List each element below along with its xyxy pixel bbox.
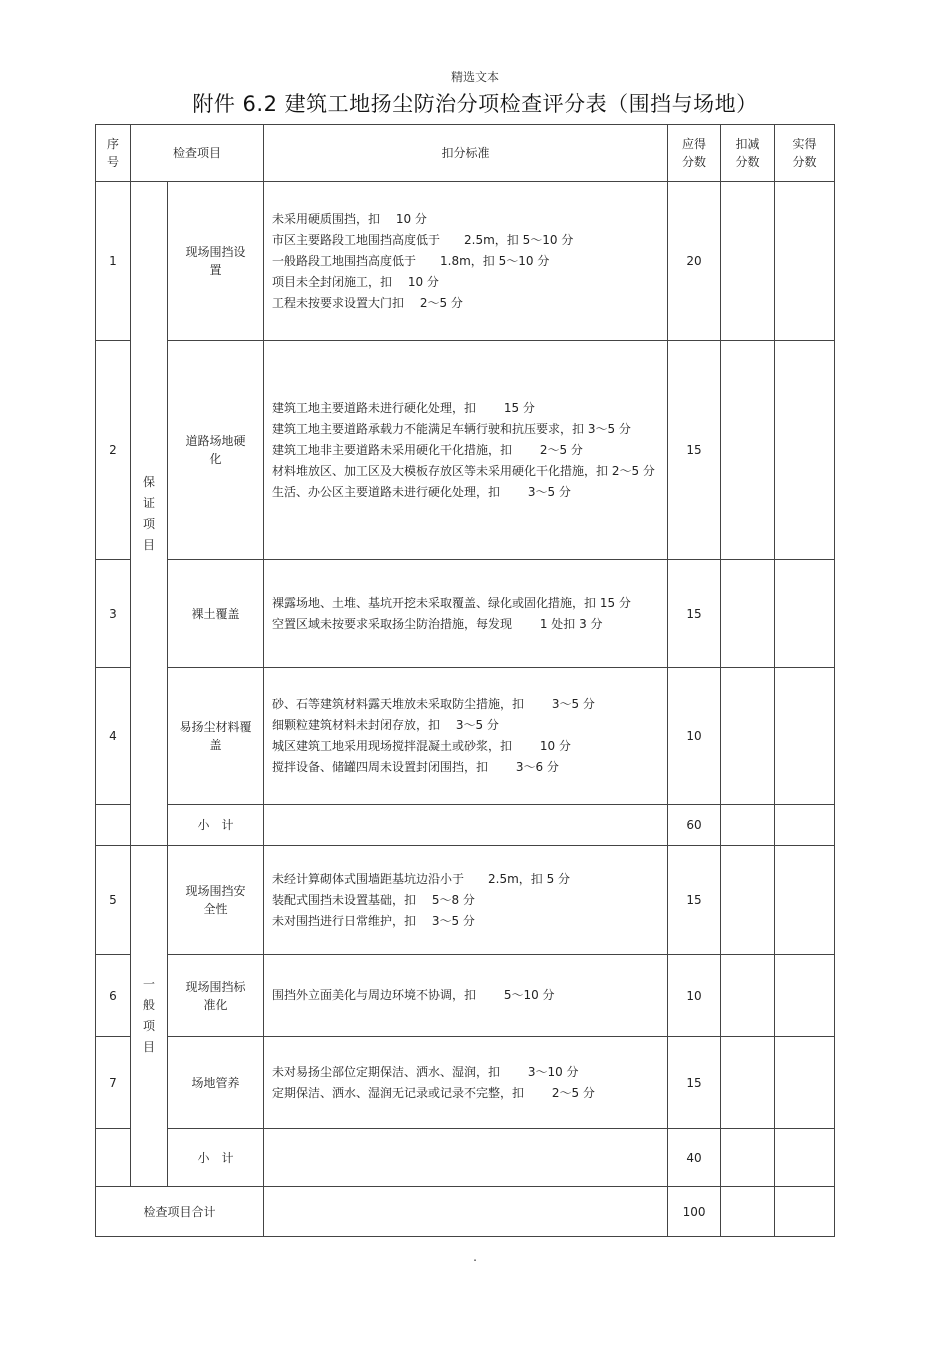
row-actual (775, 1037, 835, 1129)
row-actual (775, 805, 835, 846)
subtotal-score: 40 (668, 1129, 721, 1187)
row-score: 10 (668, 955, 721, 1037)
row-actual (775, 341, 835, 560)
row-deduct (721, 1187, 775, 1237)
row-seq: 2 (96, 341, 131, 560)
subtotal-label: 小 计 (168, 1129, 264, 1187)
total-label: 检查项目合计 (96, 1187, 264, 1237)
row-item: 道路场地硬化 (168, 341, 264, 560)
row-actual (775, 846, 835, 955)
total-score: 100 (668, 1187, 721, 1237)
row-item: 场地管养 (168, 1037, 264, 1129)
row-criteria: 未经计算砌体式围墙距基坑边沿小于 2.5m，扣 5 分 装配式围挡未设置基础，扣 5～8 分 未对围挡进行日常维护，扣 3～5 分 (264, 846, 668, 955)
score-table (95, 124, 835, 1237)
row-seq: 4 (96, 668, 131, 805)
table-row (96, 1037, 835, 1129)
row-deduct (721, 846, 775, 955)
page-title: 附件 6.2 建筑工地扬尘防治分项检查评分表（围挡与场地） (192, 92, 758, 116)
total-row (96, 1187, 835, 1237)
row-criteria: 围挡外立面美化与周边环境不协调，扣 5～10 分 (264, 955, 668, 1037)
subtotal-row (96, 1129, 835, 1187)
row-actual (775, 1187, 835, 1237)
row-item: 现场围挡设置 (168, 182, 264, 341)
col-header-seq: 序号 (96, 125, 131, 182)
table-header-row (96, 125, 835, 182)
table-row (96, 341, 835, 560)
row-seq: 6 (96, 955, 131, 1037)
row-criteria: 建筑工地主要道路未进行硬化处理，扣 15 分 建筑工地主要道路承载力不能满足车辆行驶和抗压要求，扣 3～5 分 建筑工地非主要道路未采用硬化干化措施，扣 2～5 分 材料堆放区、加工区及大模板存放区等未采用硬化干化措施，扣 2～5 分 生活、办公区主要道路未进行硬化处理，扣 3～5 分 (264, 341, 668, 560)
header-note: 精选文本 (450, 70, 499, 84)
group-label-guarantee: 保证项目 (131, 182, 168, 846)
row-actual (775, 668, 835, 805)
row-seq: 7 (96, 1037, 131, 1129)
row-criteria (264, 1187, 668, 1237)
row-deduct (721, 560, 775, 668)
row-criteria: 未对易扬尘部位定期保洁、洒水、湿润，扣 3～10 分 定期保洁、洒水、湿润无记录或记录不完整，扣 2～5 分 (264, 1037, 668, 1129)
subtotal-score: 60 (668, 805, 721, 846)
row-criteria (264, 1129, 668, 1187)
row-score: 15 (668, 1037, 721, 1129)
row-seq: 3 (96, 560, 131, 668)
row-criteria: 裸露场地、土堆、基坑开挖未采取覆盖、绿化或固化措施，扣 15 分 空置区域未按要求采取扬尘防治措施，每发现 1 处扣 3 分 (264, 560, 668, 668)
row-score: 15 (668, 341, 721, 560)
row-criteria: 未采用硬质围挡，扣 10 分 市区主要路段工地围挡高度低于 2.5m，扣 5～10 分 一般路段工地围挡高度低于 1.8m，扣 5～10 分 项目未全封闭施工，扣 10 分 工程未按要求设置大门扣 2～5 分 (264, 182, 668, 341)
table-row (96, 182, 835, 341)
row-actual (775, 560, 835, 668)
col-header-actual: 实得分数 (775, 125, 835, 182)
row-deduct (721, 1129, 775, 1187)
row-criteria (264, 805, 668, 846)
row-deduct (721, 182, 775, 341)
row-deduct (721, 341, 775, 560)
row-actual (775, 1129, 835, 1187)
row-actual (775, 182, 835, 341)
row-score: 15 (668, 846, 721, 955)
row-criteria: 砂、石等建筑材料露天堆放未采取防尘措施，扣 3～5 分 细颗粒建筑材料未封闭存放，扣 3～5 分 城区建筑工地采用现场搅拌混凝土或砂浆，扣 10 分 搅拌设备、储罐四周未设置封闭围挡，扣 3～6 分 (264, 668, 668, 805)
row-score: 10 (668, 668, 721, 805)
col-header-due: 应得分数 (668, 125, 721, 182)
row-deduct (721, 955, 775, 1037)
footer-mark: . (473, 1250, 477, 1264)
row-seq (96, 805, 131, 846)
row-deduct (721, 805, 775, 846)
row-seq: 1 (96, 182, 131, 341)
table-row (96, 668, 835, 805)
row-item: 易扬尘材料覆盖 (168, 668, 264, 805)
table-row (96, 846, 835, 955)
group-label-general: 一般项目 (131, 846, 168, 1187)
table-row (96, 560, 835, 668)
row-seq: 5 (96, 846, 131, 955)
row-actual (775, 955, 835, 1037)
row-item: 现场围挡安全性 (168, 846, 264, 955)
row-seq (96, 1129, 131, 1187)
col-header-deduct: 扣减分数 (721, 125, 775, 182)
row-deduct (721, 668, 775, 805)
row-score: 15 (668, 560, 721, 668)
col-header-criteria: 扣分标准 (264, 125, 668, 182)
row-deduct (721, 1037, 775, 1129)
col-header-item: 检查项目 (131, 125, 264, 182)
row-score: 20 (668, 182, 721, 341)
row-item: 裸土覆盖 (168, 560, 264, 668)
row-item: 现场围挡标准化 (168, 955, 264, 1037)
table-row (96, 955, 835, 1037)
subtotal-label: 小 计 (168, 805, 264, 846)
subtotal-row (96, 805, 835, 846)
